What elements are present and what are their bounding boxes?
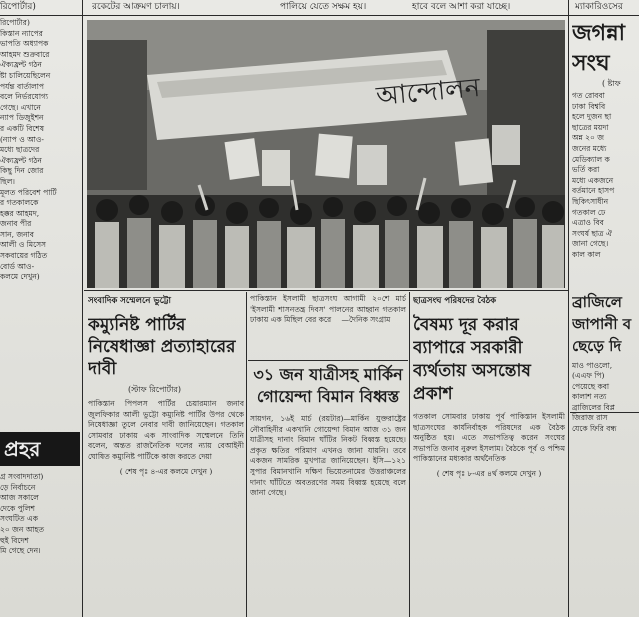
left-line: মূলত পরিবেশ পার্টি <box>0 187 57 197</box>
right-headline2b: জাপানী ব <box>572 314 632 333</box>
article-bhutto <box>88 294 244 614</box>
top-strip-left: রিপোর্টার) <box>0 2 36 12</box>
article-headline: ৩১ জন যাত্রীসহ মার্কিন গোয়েন্দা বিমান বিধ্বস্ত <box>253 365 403 406</box>
right-line: (এএফ পি) <box>572 371 605 381</box>
banner-text: আন্দোলন <box>374 73 482 112</box>
left-line: আজ সকালে <box>0 493 39 503</box>
left-line: পর্যন্ত বার্তালাপ <box>0 81 44 91</box>
left-line: বলে নির্ভরযোগ্য <box>0 92 49 102</box>
photo-bottom-rule <box>84 290 568 291</box>
mid-separator-rule <box>248 360 408 361</box>
left-line: সংঘটিত এক <box>0 514 39 524</box>
top-rule <box>0 15 639 16</box>
top-strip-b: পালিয়ে যেতে সক্ষম হয়। <box>280 2 367 12</box>
article-discrimination <box>413 294 565 614</box>
right-line: কাল কাল <box>572 249 601 259</box>
news-photo <box>87 20 565 288</box>
right-line: হলে দুজন ছা <box>572 112 612 122</box>
article-kicker: ছাত্রসংঘ পরিষদের বৈঠক <box>413 296 497 306</box>
right-line: মাও পাওলো, <box>572 360 613 370</box>
article-body: সায়গন, ১৬ই মার্চ (রয়টার)—মার্কিন যুক্তরাষ্ট্রের নৌবাহিনীর একখানি গোয়েন্দা বিমান আজ ৩১ জন যাত্রীসহ দানাং বিমান ঘাঁটির নিকট বিধ্বস্ত হয়েছে। প্রকৃত ক্ষতির পরিমাণ এখনও জানা যায়নি। তবে একজন সামরিক মুখপাত্র জানিয়েছেন। ইসি—১২১ সুপার বিমানখানি দক্ষিণ ভিয়েতনামের উত্তরাঞ্চলের দানাং ঘাঁটিতে অবতরণের সময় বিধ্বস্ত হয়েছে বলে জানা গেছে। <box>250 414 406 498</box>
left-line: ঐক্যফ্রন্ট গঠন <box>0 60 42 70</box>
left-line: মি গেছে দেন। <box>0 546 41 556</box>
right-line: জনের মধ্যে <box>572 143 607 153</box>
article-headline: বৈষম্য দূর করার ব্যাপারে সরকারী ব্যর্থতায় অসন্তোষ প্রকাশ <box>413 315 531 404</box>
right-line: ভর্তি করা <box>572 165 600 175</box>
right-line: গত রোববা <box>572 91 605 100</box>
left-line: মধ্যে ছাত্রদের <box>0 145 40 155</box>
right-headline: জগন্না <box>572 20 626 46</box>
right-line: মধ্যে একজনে <box>572 175 614 185</box>
left-line: ২০ জন আহত <box>0 524 45 534</box>
left-line: কলমে দেখুন) <box>0 272 40 282</box>
right-credit: ( ষ্টাফ <box>602 79 621 88</box>
left-line: ড়ে নির্বাচনে <box>0 482 36 492</box>
column-rule-mid1 <box>246 292 247 617</box>
left-line: ষ্টা চালিয়েছিলেন <box>0 70 51 80</box>
left-line: কিছু দিন জোর <box>0 166 44 176</box>
left-line: ছিল। <box>0 176 15 186</box>
right-line: কালাশ নত্য <box>572 392 607 402</box>
article-headline: কম্যুনিষ্ট পার্টির নিষেধাজ্ঞা প্রত্যাহারের দাবী <box>88 315 236 379</box>
right-headline2c: ছেড়ে দি <box>572 336 622 355</box>
right-line: ব্রাজিলের বিপ্ল <box>572 402 615 412</box>
right-line: জানা গেছে। <box>572 239 609 249</box>
right-line: সংঘর্ষ ছাত্র ঐ <box>572 228 612 238</box>
right-line: যেকে ফিরি বন্ধ <box>572 424 617 434</box>
right-lines2 <box>572 361 639 435</box>
right-line: মেডিক্যাল ক <box>572 154 610 164</box>
right-lines <box>572 91 639 261</box>
column-rule-mid2 <box>409 292 410 617</box>
left-line: র একটি বিশেষ <box>0 123 44 133</box>
right-line: গতকাল ঢে <box>572 207 606 217</box>
right-line: অন্ন ২০ জ <box>572 133 605 143</box>
left-line: সান, জনাব <box>0 229 34 239</box>
right-line: ছাত্রের ময়দা <box>572 122 609 132</box>
article-continued: ( শেষ পৃঃ ৮-এর ৪র্থ কলমে দেখুন ) <box>436 468 542 478</box>
left-line: হুই বিদেশ <box>0 535 29 545</box>
right-line: পেয়েছে কবা <box>572 381 610 391</box>
right-line: ছিকিৎসাধীন <box>572 196 609 206</box>
left-line: গ্র সংবাদদাতা) <box>0 472 44 481</box>
left-line: ঐক্যফ্রন্ট গঠন <box>0 155 42 165</box>
right-line: জিরাজ রাস <box>572 413 608 423</box>
left-column-top <box>0 18 80 430</box>
left-line: ন্যাপ ডিজুইশন <box>0 113 44 123</box>
top-strip-d: ম্যাকারিওসের <box>575 2 623 12</box>
right-line: ঢাকা বিশ্ববি <box>572 101 606 111</box>
left-line: (ন্যাপ ও আও- <box>0 134 44 144</box>
left-line: দেকে পুলিশ <box>0 503 35 513</box>
article-source: —দৈনিক সংগ্রাম <box>341 315 391 325</box>
right-headline2: ব্রাজিলে <box>572 292 622 311</box>
left-line: ভাপতি অধ্যাপক <box>0 39 49 49</box>
left-column-bottom <box>0 472 80 612</box>
section-header-box: প্রহর <box>0 432 80 466</box>
top-strip-c: হাবে বলে আশা করা যাচ্ছে। <box>412 2 511 12</box>
right-line: এত্রাও বিব <box>572 218 604 228</box>
article-plane-crash <box>250 364 406 614</box>
left-line: কিস্তান ন্যাপের <box>0 28 43 38</box>
left-line: গেছে। এখানে <box>0 102 41 112</box>
top-strip-a: রকেটের আক্রমণ চালায়। <box>92 2 180 12</box>
left-line: বোর্ড আও- <box>0 261 35 271</box>
right-line: বর্তমানে হাসপ <box>572 186 615 196</box>
article-credit: (স্টাফ রিপোর্টার) <box>128 385 181 394</box>
right-subhead: সংঘ <box>572 50 610 76</box>
column-rule-right <box>568 0 569 617</box>
article-kicker: সংবাদিক সম্মেলনে ভুট্টো <box>88 296 171 306</box>
left-line: জনাব পীর <box>0 219 32 229</box>
column-rule-left <box>82 0 83 617</box>
right-column <box>572 18 639 614</box>
article-body: গতকাল সোমবার ঢাকায় পূর্ব পাকিস্তান ইসলামী ছাত্রসংঘের কার্যনির্বাহক পরিষদের এক বৈঠক অনুষ্ঠিত হয়। এতে সভাপতিত্ব করেন সংঘের সভাপতি জনাব নুরুল ইসলাম। বৈঠকে পূর্ব ও পশ্চিম পাকিস্তানের মধ্যকার অর্থনৈতিক <box>413 412 565 464</box>
left-line: রিপোর্টার) <box>0 18 30 27</box>
left-line: র গতকালকে <box>0 198 39 208</box>
article-continued: ( শেষ পৃঃ ৪-এর কলমে দেখুন ) <box>119 466 213 476</box>
photo-illustration <box>87 20 565 288</box>
left-line: আহমদ শুক্রবারে <box>0 49 50 59</box>
article-body: পাকিস্তান পিপলস পার্টির চেয়ারম্যান জনাব জুলফিকার আলী ভুট্টো কম্যুনিষ্ট পার্টির উপর থেকে নিষেধাজ্ঞা তুলে নেবার দাবী জানিয়েছেন। গতকাল সোমবার ঢাকায় এক সাংবাদিক সম্মেলনে তিনি বলেন, অন্তত রাজনৈতিক দলের ন্যায় বেআইনী ঘোষিত কম্যুনিষ্ট পার্টিকে কাজ করতে দেয়া <box>88 399 244 461</box>
left-line: সকবায়ের গঠিত <box>0 251 48 261</box>
article-mid-top <box>250 294 406 358</box>
left-line: হক্কর আহমদ, <box>0 208 40 218</box>
left-line: আলী ও মিসেস <box>0 240 47 250</box>
article-body: পাকিস্তান ইসলামী ছাত্রসংঘ আগামী ২০শে মার্চ 'ইসলামী শাসনতন্ত্র দিবস' পালনের আহ্বান গতকাল ঢাকায় এক মিছিল বের করে <box>250 294 406 325</box>
